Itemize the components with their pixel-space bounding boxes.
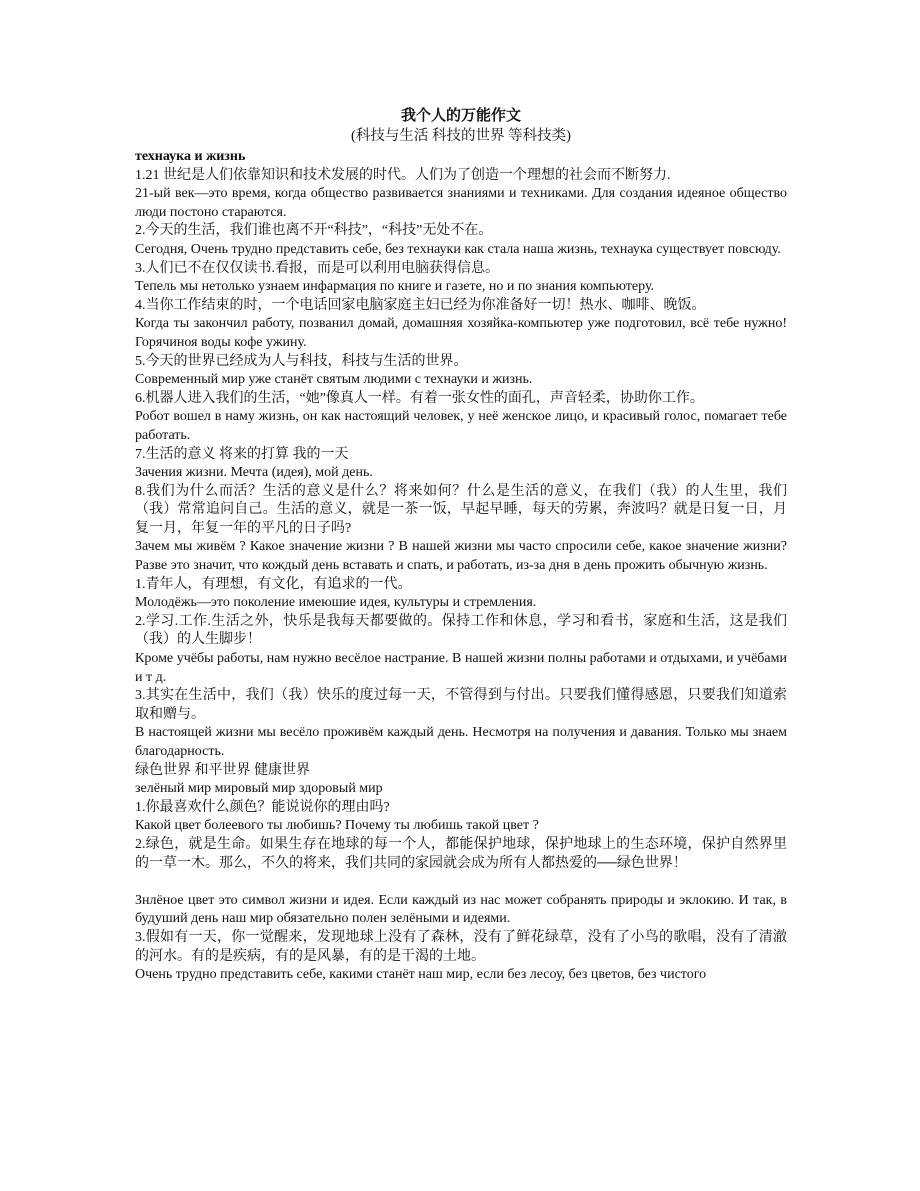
paragraph: Знлёное цвет это символ жизни и идея. Если каждый из нас может собранять природы и эклокию. И так, в будуший день наш мир обязательно полен зелёными и идеями.	[135, 892, 787, 927]
paragraph: Современный мир уже станёт святым людими с технауки и жизнь.	[135, 372, 533, 388]
section-heading: технаука и жизнь	[135, 149, 246, 164]
paragraph: 3.假如有一天，你一觉醒来，发现地球上没有了森林，没有了鲜花绿草，没有了小鸟的歌唱，没有了清澈的河水。有的是疾病，有的是风暴，有的是干渴的土地。	[135, 929, 787, 964]
document-title: 我个人的万能作文	[400, 108, 521, 124]
paragraph: 3.人们已不在仅仅读书.看报，而是可以利用电脑获得信息。	[135, 260, 499, 276]
paragraph: 2.学习.工作.生活之外，快乐是我每天都要做的。保持工作和休息，学习和看书，家庭和生活，这是我们（我）的人生脚步！	[135, 613, 787, 648]
document-body	[135, 167, 787, 985]
paragraph: Зачения жизни. Мечта (идея), мой день.	[135, 465, 373, 481]
paragraph: Кроме учёбы работы, нам нужно весёлое настрание. В нашей жизни полны работами и отдыхами, и учёбами и т д.	[135, 651, 787, 685]
paragraph: 5.今天的世界已经成为人与科技，科技与生活的世界。	[135, 353, 468, 369]
document-page	[135, 106, 787, 985]
paragraph: 绿色世界 和平世界 健康世界	[135, 762, 310, 778]
paragraph: 1.21 世纪是人们依靠知识和技术发展的时代。人们为了创造一个理想的社会而不断努力.	[135, 167, 671, 183]
paragraph: 2.绿色，就是生命。如果生存在地球的每一个人，都能保护地球，保护地球上的生态环境，保护自然界里的一草一木。那么，不久的将来，我们共同的家园就会成为所有人都热爱的──绿色世界！	[135, 836, 787, 871]
paragraph: 4.当你工作结束的时，一个电话回家电脑家庭主妇已经为你准备好一切！热水、咖啡、晚饭。	[135, 297, 706, 313]
paragraph: 1.青年人，有理想，有文化，有追求的一代。	[135, 576, 412, 592]
paragraph: 7.生活的意义 将来的打算 我的一天	[135, 446, 349, 462]
paragraph: Какой цвет болеевого ты любишь? Почему ты любишь такой цвет ?	[135, 818, 539, 834]
paragraph: 1.你最喜欢什么颜色？能说说你的理由吗?	[135, 799, 390, 815]
paragraph: 6.机器人进入我们的生活，“她”像真人一样。有着一张女性的面孔，声音轻柔，协助你工作。	[135, 390, 704, 406]
paragraph: Когда ты закончил работу, позванил домай, домашняя хозяйка-компьютер уже подготовил, всё тебе нужно! Горячиноя воды кофе ужину.	[135, 316, 787, 350]
paragraph: Очень трудно представить себе, какими станёт наш мир, если без лесоу, без цветов, без чистого	[135, 967, 707, 983]
paragraph: 8.我们为什么而活？生活的意义是什么？将来如何？什么是生活的意义，在我们（我）的人生里，我们（我）常常追问自己。生活的意义，就是一茶一饭，早起早睡，每天的劳累，奔波吗？就是日复一日，月复一月，年复一年的平凡的日子吗?	[135, 483, 787, 536]
paragraph: 2.今天的生活，我们谁也离不开“科技”，“科技”无处不在。	[135, 223, 493, 239]
paragraph: Молодёжь—это поколение имеюшие идея, культуры и стремления.	[135, 595, 537, 611]
paragraph: 3.其实在生活中，我们（我）快乐的度过每一天，不管得到与付出。只要我们懂得感恩，只要我们知道索取和赠与。	[135, 688, 787, 722]
paragraph: Робот вошел в наму жизнь, он как настоящий человек, у неё женское лицо, и красивый голос, помагает тебе работать.	[135, 409, 787, 443]
paragraph: В настоящей жизни мы весёло проживём каждый день. Несмотря на получения и давания. Только мы знаем благодарность.	[135, 725, 787, 759]
document-subtitle: (科技与生活 科技的世界 等科技类)	[351, 128, 571, 144]
blank-line	[135, 873, 787, 892]
paragraph: Сегодня, Очень трудно представить себе, без технауки как стала наша жизнь, технаука существует повсюду.	[135, 241, 781, 257]
paragraph: Тепель мы нетолько узнаем инфармация по книге и газете, но и по знания компьютеру.	[135, 279, 655, 295]
paragraph: Зачем мы живём ? Какое значение жизни ? В нашей жизни мы часто спросили себе, какое значение жизни? Разве это значит, что кождый день вставать и спать, и работать, из-за дня в день прожить обычную жизнь.	[135, 539, 787, 574]
paragraph: 21-ый век—это время, когда общество развивается знаниями и техниками. Для создания идеяное общество люди постоно стараются.	[135, 186, 787, 220]
paragraph: зелёный мир мировый мир здоровый мир	[135, 781, 383, 797]
